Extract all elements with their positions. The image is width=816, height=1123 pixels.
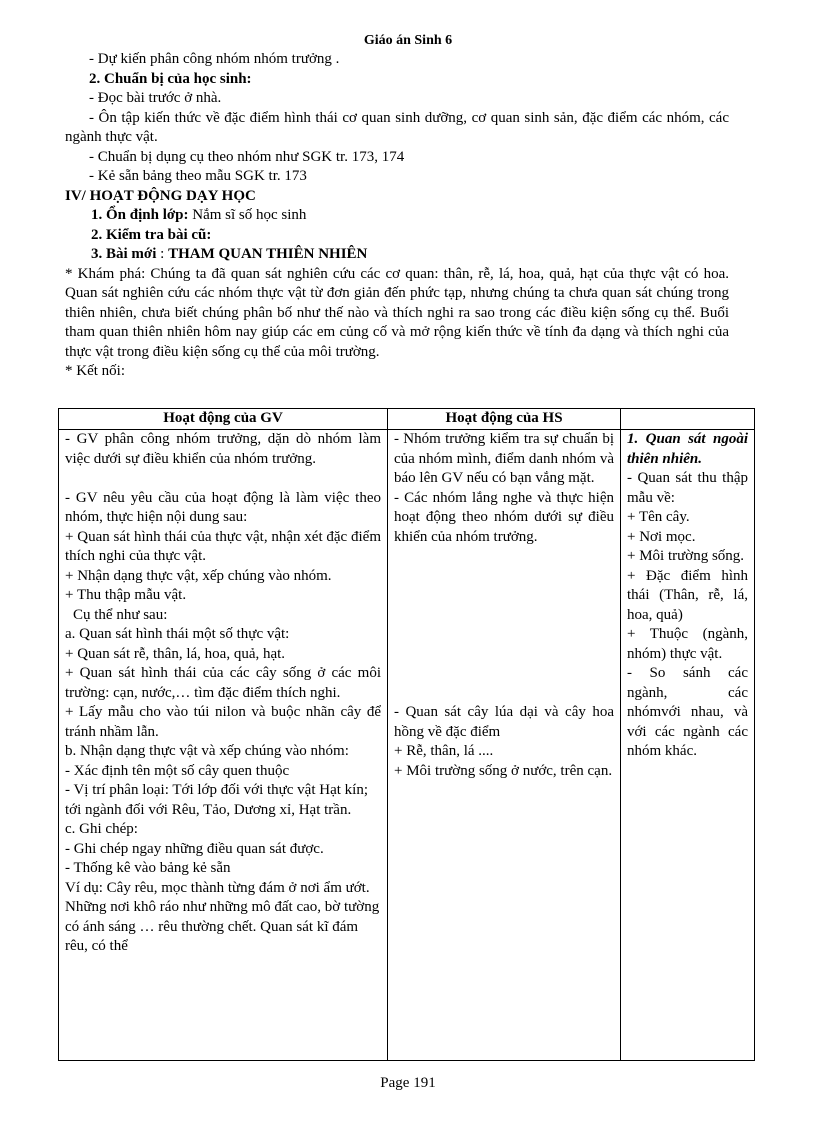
- table-row: [59, 430, 755, 1061]
- content-p1: - Quan sát thu thập mẫu về:: [627, 470, 748, 506]
- gv-p10: + Lấy mẫu cho vào túi nilon và buộc nhãn cây để tránh nhầm lẫn.: [65, 704, 381, 740]
- content-p7: - So sánh các ngành, các nhómvới nhau, và với các ngành các nhóm khác.: [627, 665, 748, 759]
- activity-table: [58, 408, 755, 1061]
- gv-cell: [59, 430, 388, 1061]
- hs-cell: [388, 430, 621, 1061]
- content-p6: + Thuộc (ngành, nhóm) thực vật.: [627, 626, 748, 662]
- step-3: [65, 245, 729, 265]
- header-content: [621, 409, 755, 430]
- content-p4: + Môi trường sống.: [627, 548, 745, 564]
- content-title: 1. Quan sát ngoài thiên nhiên.: [627, 431, 748, 467]
- intro-line-table: - Kẻ sẵn bảng theo mẫu SGK tr. 173: [89, 168, 307, 184]
- gv-p4: + Nhận dạng thực vật, xếp chúng vào nhóm.: [65, 567, 332, 584]
- gv-p14: c. Ghi chép:: [65, 821, 138, 837]
- hs-p5: + Môi trường sống ở nước, trên cạn.: [394, 762, 613, 779]
- student-prep-heading: 2. Chuẩn bị của học sinh:: [89, 70, 252, 87]
- gv-p12: - Xác định tên một số cây quen thuộc: [65, 762, 290, 779]
- header-hs: Hoạt động của HS: [388, 409, 621, 430]
- content-p5: + Đặc điểm hình thái (Thân, rễ, lá, hoa, quả): [627, 567, 748, 623]
- step-1-text: Nắm sĩ số học sinh: [188, 207, 307, 223]
- content-cell: [621, 430, 755, 1061]
- gv-p8: + Quan sát rễ, thân, lá, hoa, quả, hạt.: [65, 645, 286, 662]
- step-1: [65, 206, 729, 226]
- gv-p11: b. Nhận dạng thực vật và xếp chúng vào nhóm:: [65, 743, 349, 759]
- gv-p5: + Thu thập mẫu vật.: [65, 587, 187, 603]
- gv-p1: - GV phân công nhóm trưởng, dặn dò nhóm làm việc dưới sự điều khiển của nhóm trưởng.: [65, 431, 381, 467]
- intro-line-tools: - Chuẩn bị dụng cụ theo nhóm như SGK tr. 173, 174: [89, 148, 405, 165]
- section-heading: IV/ HOẠT ĐỘNG DẠY HỌC: [65, 187, 256, 204]
- kham-pha-paragraph: * Khám phá: Chúng ta đã quan sát nghiên cứu các cơ quan: thân, rễ, lá, hoa, quả, hạt của thực vật có hoa. Quan sát nghiên cứu các nhóm thực vật từ đơn giản đến phức tạp, nhưng chúng ta chưa quan sát chúng trong thiên nhiên, chưa biết chúng phân bố như thế nào và thích nghi ra sao trong các điều kiện sống cụ thể. Buổi tham quan thiên nhiên hôm nay giúp các em củng cố và mở rộng kiến thức về tính đa dạng và thích nghi của thực vật trong điều kiện sống cụ thể của môi trường.: [65, 265, 729, 360]
- intro-section: [65, 50, 729, 382]
- intro-line-read: - Đọc bài trước ở nhà.: [89, 90, 222, 106]
- gv-p15: - Ghi chép ngay những điều quan sát được.: [65, 840, 324, 857]
- step-3-label: 3. Bài mới: [91, 246, 157, 262]
- ket-noi-label: * Kết nối:: [65, 363, 125, 379]
- gv-p2: - GV nêu yêu cầu của hoạt động là làm việc theo nhóm, thực hiện nội dung sau:: [65, 489, 381, 525]
- content-p3: + Nơi mọc.: [627, 528, 696, 545]
- header-gv: Hoạt động của GV: [59, 409, 388, 430]
- step-2-label: 2. Kiểm tra bài cũ:: [91, 226, 212, 243]
- step-3-sep: :: [156, 246, 169, 262]
- hs-p3: - Quan sát cây lúa dại và cây hoa hồng về đặc điểm: [394, 704, 614, 740]
- table-header-row: [59, 409, 755, 430]
- step-1-label: 1. Ổn định lớp:: [91, 207, 189, 223]
- hs-p2: - Các nhóm lắng nghe và thực hiện hoạt động theo nhóm dưới sự điều khiển của nhóm trưởng.: [394, 489, 614, 545]
- gv-p7: a. Quan sát hình thái một số thực vật:: [65, 626, 290, 642]
- gv-p17: Ví dụ: Cây rêu, mọc thành từng đám ở nơi ẩm ướt. Những nơi khô ráo như những mô đất cao, bờ tường có ánh sáng … rêu thường chết. Quan sát kĩ đám rêu, có thể: [65, 879, 380, 954]
- page-header-title: Giáo án Sinh 6: [363, 33, 453, 48]
- page-number: Page 191: [380, 1075, 436, 1091]
- intro-line-group-leader: - Dự kiến phân công nhóm nhóm trưởng .: [89, 51, 340, 67]
- gv-p13: - Vị trí phân loại: Tới lớp đối với thực vật Hạt kín; tới ngành đối với Rêu, Tảo, Dương xỉ, Hạt trần.: [65, 782, 369, 818]
- hs-p4: + Rễ, thân, lá ....: [394, 743, 494, 759]
- gv-p16: - Thống kê vào bảng kẻ sẵn: [65, 860, 231, 876]
- content-p2: + Tên cây.: [627, 509, 690, 525]
- hs-p1: - Nhóm trưởng kiểm tra sự chuẩn bị của nhóm mình, điểm danh nhóm và báo lên GV nếu có bạn vắng mặt.: [394, 431, 614, 486]
- lesson-title: THAM QUAN THIÊN NHIÊN: [168, 246, 368, 262]
- gv-p6: Cụ thể như sau:: [73, 606, 168, 623]
- gv-p9: + Quan sát hình thái của các cây sống ở các môi trường: cạn, nước,… tìm đặc điểm thích nghi.: [65, 665, 381, 701]
- intro-line-review: - Ôn tập kiến thức về đặc điểm hình thái cơ quan sinh dưỡng, cơ quan sinh sản, đặc điểm các nhóm, các ngành thực vật.: [65, 109, 729, 145]
- gv-p3: + Quan sát hình thái của thực vật, nhận xét đặc điểm thích nghi của thực vật.: [65, 528, 381, 564]
